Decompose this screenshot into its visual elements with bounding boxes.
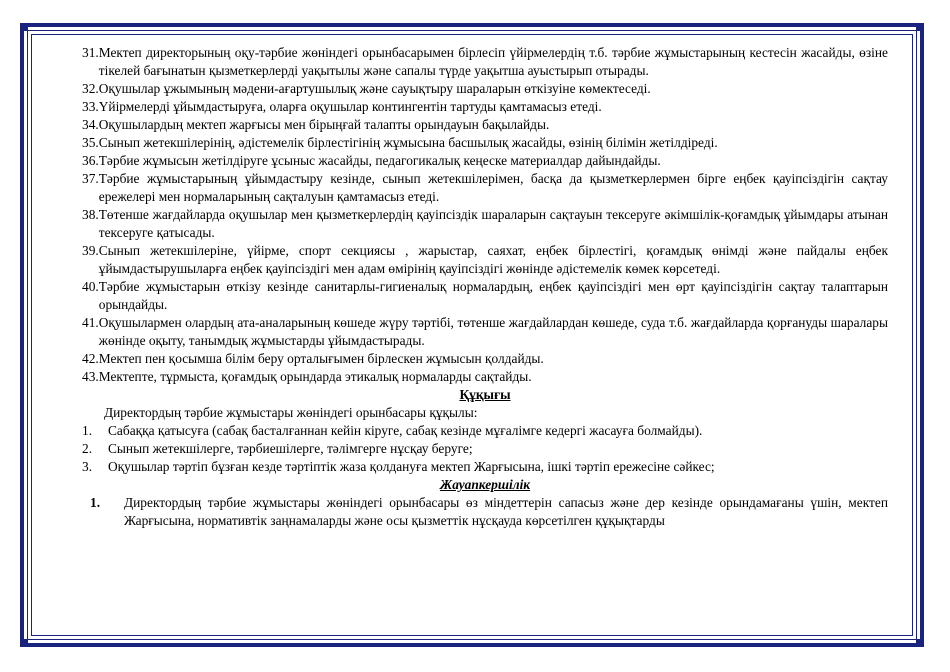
duty-item: [82, 242, 888, 278]
item-number: 39.: [82, 243, 99, 258]
responsibility-item: [82, 494, 888, 530]
item-number: 41.: [82, 315, 99, 330]
duty-item: [82, 206, 888, 242]
rights-heading: Құқығы: [459, 387, 511, 402]
corner-ornament: [20, 23, 28, 31]
duty-item: [82, 152, 888, 170]
corner-ornament: [916, 23, 924, 31]
rights-intro: Директордың тәрбие жұмыстары жөніндегі орынбасары құқылы:: [104, 405, 478, 420]
item-text: Оқушылардың мектеп жарғысы мен бірыңғай талапты орындауын бақылайды.: [98, 117, 550, 132]
corner-ornament: [916, 639, 924, 647]
item-text: Сынып жетекшілерінің, әдістемелік бірлестігінің жұмысына басшылық жасайды, өзінің білімін жетілдіреді.: [98, 135, 718, 150]
item-number: 37.: [82, 171, 99, 186]
duty-item: [82, 278, 888, 314]
duty-item: [82, 134, 888, 152]
duty-item: [82, 116, 888, 134]
duty-item: [82, 170, 888, 206]
item-number: 31.: [82, 45, 99, 60]
item-number: 43.: [82, 369, 99, 384]
item-text: Мектеп директорының оқу-тәрбие жөніндегі орынбасарымен бірлесіп үйірмелердің т.б. тәрбие жұмыстарының кестесін жасайды, өзіне тікелей бағынатын қызметкерлерді уақытылы және сапалы түрде уақытша ауыстырып отырады.: [98, 45, 888, 78]
duty-item: [82, 98, 888, 116]
right-item: [82, 422, 888, 440]
item-text: Төтенше жағдайларда оқушылар мен қызметкерлердің қауіпсіздік шараларын сақтауын тексеруге әкімшілік-қоғамдық ұйымдары атынан тексеруге қатысады.: [98, 207, 888, 240]
duty-item: [82, 44, 888, 80]
item-number: 42.: [82, 351, 99, 366]
responsibility-list: [82, 494, 888, 530]
item-number: 1.: [90, 495, 101, 510]
item-number: 35.: [82, 135, 99, 150]
item-number: 38.: [82, 207, 99, 222]
document-content: [82, 44, 888, 530]
item-text: Директордың тәрбие жұмыстары жөніндегі орынбасары өз міндеттерін сапасыз және дер кезінде орындамағаны үшін, мектеп Жарғысына, нормативтік заңнамаларды және осы қызметтік нұсқауда көрсетілген құқықтарды: [124, 495, 888, 528]
item-text: Оқушылар тәртіп бұзған кезде тәртіптік жаза қолдануға мектеп Жарғысына, ішкі тәртіп ережесіне сәйкес;: [108, 459, 715, 474]
rights-list: [82, 422, 888, 476]
item-text: Тәрбие жұмыстарының ұйымдастыру кезінде, сынып жетекшілерімен, басқа да қызметкерлермен бірге еңбек қауіпсіздігін сақтау ережелері мен нормаларының сақталуын қамтамасыз етеді.: [98, 171, 888, 204]
responsibility-heading: Жауапкершілік: [439, 477, 531, 492]
item-number: 2.: [82, 441, 93, 456]
duty-item: [82, 350, 888, 368]
corner-ornament: [20, 639, 28, 647]
item-number: 36.: [82, 153, 99, 168]
item-text: Сынып жетекшілерге, тәрбиешілерге, тәлімгерге нұсқау беруге;: [108, 441, 473, 456]
right-item: [82, 440, 888, 458]
item-text: Тәрбие жұмысын жетілдіруге ұсыныс жасайды, педагогикалық кеңеске материалдар дайындайды.: [98, 153, 661, 168]
item-text: Сынып жетекшілеріне, үйірме, спорт секциясы , жарыстар, саяхат, еңбек бірлестігі, қоғамдық өнімді және пайдалы еңбек ұйымдастырушыларға еңбек қауіпсіздігі мен адам өмірінің қауіпсіздігі жөнінде әдістемелік көмек көрсетеді.: [98, 243, 888, 276]
item-text: Мектепте, тұрмыста, қоғамдық орындарда этикалық нормаларды сақтайды.: [98, 369, 532, 384]
item-text: Тәрбие жұмыстарын өткізу кезінде санитарлы-гигиеналық нормалардың, еңбек қауіпсіздігі мен өрт қауіпсіздігін сақтау талаптарын орындайды.: [98, 279, 888, 312]
item-text: Оқушылармен олардың ата-аналарының көшеде жүру тәртібі, төтенше жағдайлардан көшеде, суда т.б. жағдайларда қорғануды шаралары жөнінде оқыту, танымдық жұмыстарды ұйымдастырады.: [98, 315, 888, 348]
duty-item: [82, 314, 888, 350]
item-number: 3.: [82, 459, 93, 474]
item-number: 34.: [82, 117, 99, 132]
right-item: [82, 458, 888, 476]
item-text: Сабаққа қатысуға (сабақ басталғаннан кейін кіруге, сабақ кезінде мұғалімге кедергі жасауға болмайды).: [108, 423, 703, 438]
duty-item: [82, 368, 888, 386]
item-number: 40.: [82, 279, 99, 294]
item-text: Мектеп пен қосымша білім беру орталығымен бірлескен жұмысын қолдайды.: [98, 351, 544, 366]
item-text: Үйірмелерді ұйымдастыруға, оларға оқушылар контингентін тартуды қамтамасыз етеді.: [98, 99, 602, 114]
item-text: Оқушылар ұжымының мәдени-ағартушылық және сауықтыру шараларын өткізуіне көмектеседі.: [98, 81, 651, 96]
duty-item: [82, 80, 888, 98]
item-number: 33.: [82, 99, 99, 114]
item-number: 1.: [82, 423, 93, 438]
item-number: 32.: [82, 81, 99, 96]
duties-list: [82, 44, 888, 386]
